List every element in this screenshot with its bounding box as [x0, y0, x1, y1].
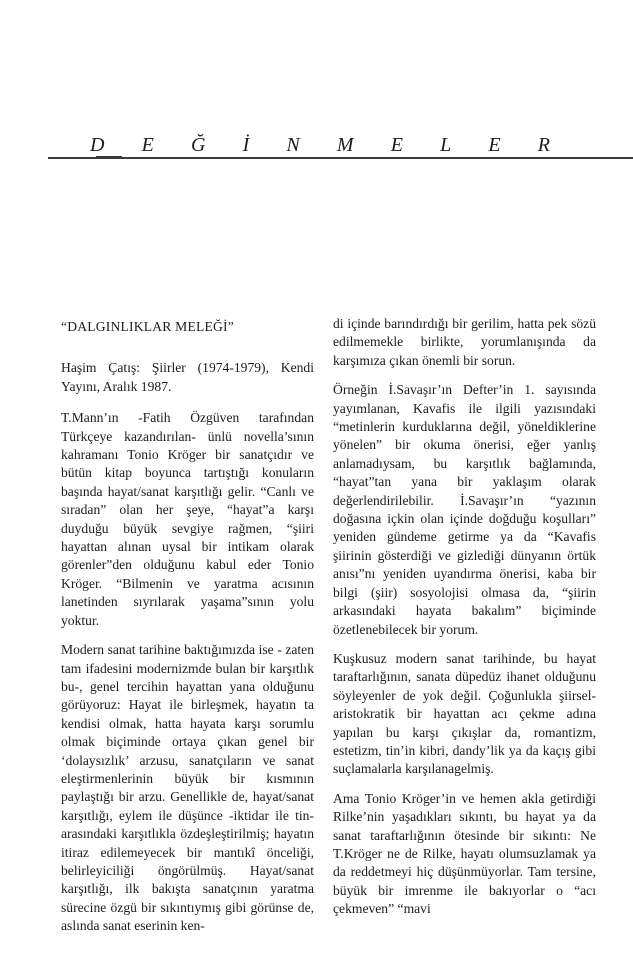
header-rule — [48, 157, 633, 159]
paragraph: T.Mann’ın -Fatih Özgüven tarafından Türkçeye kazandırılan- ünlü novella’sının kahramanı Tonio Kröger bir sanatçıdır ve bütün kitap boyunca tartıştığı konuların başında hayat/sanat karşıtlığı gelir. “Canlı ve sıradan” olan her şeye, “hayat”a karşı duyduğu büyük sevgiye rağmen, “şiiri hayattan alınan uysal bir intikam olarak görenler”den olduğunu kabul eder Tonio Kröger. “Bilmenin ve yaratma acısının lanetinden sıyrılarak yaşama”sının yolu yoktur. — [61, 410, 314, 628]
header-letter: E — [141, 134, 154, 156]
header-rule-mark — [96, 156, 122, 157]
paragraph: Modern sanat tarihine baktığımızda ise - zaten tam ifadesini modernizmde bulan bir karşıtlık bu-, genel tercihin hayattan yana olduğunu görüyoruz: Hayat ile birleşmek, hayatın ta kendisi olmak, hatta hayata karşı sorumlu olmak biçiminde ortaya çıkan genel bir ‘dolaysızlık’ arzusu, sanatçıların ve sanat eleştirmenlerinin büyük bir kısmının paylaştığı bir arzu. Genellikle de, hayat/sanat karşıtlığı, eylem ile düşünce -iktidar ile tin- arasındaki karşıtlıkla özdeşleştirilmiş; hayatın itiraz edilemeyecek bir mantıkî önceliği, belirleyiciliği öngörülmüş. Hayat/sanat karşıtlığı, ilk bakışta sanatçının yaratma sürecine özgü bir sıkıntıymış gibi görünse de, aslında sanat eserinin ken- — [61, 642, 314, 934]
header-letter: E — [390, 134, 403, 156]
header-letter: L — [440, 134, 452, 156]
paragraph: di içinde barındırdığı bir gerilim, hatta pek sözü edilmemekle birlikte, yorumlanışında da karşımıza çıkan önemli bir sorun. — [333, 316, 596, 368]
paragraph: Örneğin İ.Savaşır’ın Defter’in 1. sayısında yayımlanan, Kavafis ile ilgili yazısındaki “metinlerin kurduklarına değil, yöneldiklerine yönelen” bir okuma önerisi, eğer yanlış anlamadıysam, bu karşıtlık bağlamında, “hayat”tan yana bir yaklaşım olarak değerlendirilebilir. İ.Savaşır’ın “yazının doğasına içkin olan içinde doğduğu koşulları” yeniden gündeme getirme ya da “Kavafis şiirinin gösterdiği ve gizlediği dünyanın örtük anısı”nı yeniden uyandırma önerisi, kaba bir bilgi (şiir) sosyolojisi olmasa da, “şiirin arkasındaki hayata bakalım” biçiminde özetlenebilecek bir yorum. — [333, 382, 596, 637]
header-letter: R — [537, 134, 550, 156]
article-title: “DALGINLIKLAR MELEĞİ” — [61, 319, 234, 334]
header-letter: Ğ — [190, 134, 206, 156]
header-letter: İ — [242, 134, 250, 156]
left-column — [61, 315, 314, 947]
header-letter: E — [488, 134, 501, 156]
paragraph: Kuşkusuz modern sanat tarihinde, bu hayat taraftarlığının, sanata düpedüz ihanet olduğunu söyleyenler de yok değil. Çoğunlukla şiirsel-aristokratik bir hayattan acı çekme adına yapılan bu karşı çıkışlar da, romantizm, estetizm, tin’in kibri, dandy’lik ya da kaçış gibi suçlamalarla karşılanagelmiş. — [333, 650, 596, 777]
right-column — [333, 315, 596, 930]
header-letter: N — [286, 134, 300, 156]
paragraph: Ama Tonio Kröger’in ve hemen akla getirdiği Rilke’nin yaşadıkları sıkıntı, bu hayat ya da sanat taraftarlığının ötesinde bir sıkıntı: Ne T.Kröger ne de Rilke, hayatı olumsuzlamak ya da reddetmeyi hiç düşünmüyorlar. Tam tersine, büyük bir imrenme ile bakıyorlar o “acı çekmeven” “mavi — [333, 790, 596, 917]
section-header — [90, 134, 550, 156]
book-reference: Haşim Çatış: Şiirler (1974-1979), Kendi Yayını, Aralık 1987. — [61, 360, 314, 394]
header-letter: D — [90, 134, 105, 156]
header-letter: M — [336, 134, 354, 156]
